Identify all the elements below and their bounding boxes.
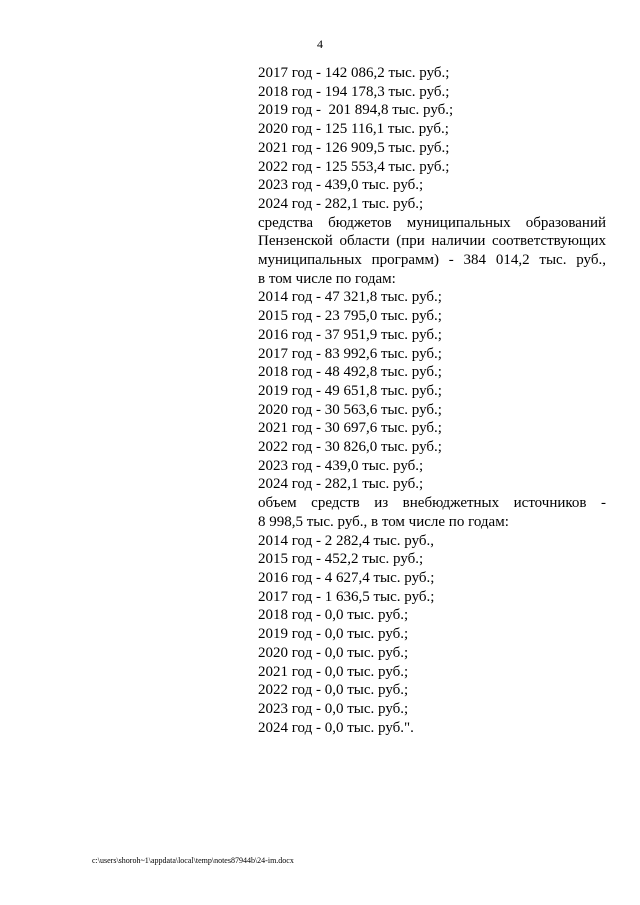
text-line: 2017 год - 1 636,5 тыс. руб.;: [258, 588, 435, 605]
text-line: объем средств из внебюджетных источников -: [258, 495, 606, 512]
text-line: 2024 год - 0,0 тыс. руб.".: [258, 719, 414, 736]
text-line: 2016 год - 4 627,4 тыс. руб.;: [258, 569, 435, 586]
text-line: в том числе по годам:: [258, 270, 396, 287]
text-line: 2020 год - 0,0 тыс. руб.;: [258, 644, 409, 661]
footer-file-path: c:\users\shoroh~1\appdata\local\temp\notes87944b\24-im.docx: [92, 856, 294, 865]
document-body: [258, 64, 606, 737]
page-number: 4: [317, 37, 323, 51]
text-line: 2019 год - 49 651,8 тыс. руб.;: [258, 382, 442, 399]
text-line: 2014 год - 2 282,4 тыс. руб.,: [258, 532, 435, 549]
text-line: 2015 год - 23 795,0 тыс. руб.;: [258, 308, 442, 325]
text-line: 2017 год - 142 086,2 тыс. руб.;: [258, 65, 450, 81]
text-line: 2016 год - 37 951,9 тыс. руб.;: [258, 326, 442, 343]
text-line: 2018 год - 0,0 тыс. руб.;: [258, 607, 409, 624]
text-line: 2015 год - 452,2 тыс. руб.;: [258, 551, 424, 568]
text-line: 2023 год - 439,0 тыс. руб.;: [258, 177, 424, 194]
text-line: 2024 год - 282,1 тыс. руб.;: [258, 195, 424, 212]
text-line: 2018 год - 194 178,3 тыс. руб.;: [258, 83, 450, 100]
text-line: 2020 год - 125 116,1 тыс. руб.;: [258, 121, 449, 138]
text-line: 2023 год - 439,0 тыс. руб.;: [258, 457, 424, 474]
text-line: 2021 год - 126 909,5 тыс. руб.;: [258, 139, 450, 156]
text-line: 2024 год - 282,1 тыс. руб.;: [258, 476, 424, 493]
text-line: Пензенской области (при наличии соответствующих: [258, 233, 606, 250]
text-line: 2022 год - 0,0 тыс. руб.;: [258, 682, 409, 699]
text-line: 2021 год - 30 697,6 тыс. руб.;: [258, 420, 442, 437]
text-line: 2020 год - 30 563,6 тыс. руб.;: [258, 401, 442, 418]
text-line: 2019 год - 0,0 тыс. руб.;: [258, 626, 409, 643]
text-line: средства бюджетов муниципальных образований: [258, 214, 606, 231]
text-line: 2017 год - 83 992,6 тыс. руб.;: [258, 345, 442, 362]
text-line: 2018 год - 48 492,8 тыс. руб.;: [258, 364, 442, 381]
text-line: 2014 год - 47 321,8 тыс. руб.;: [258, 289, 442, 306]
text-line: 2019 год - 201 894,8 тыс. руб.;: [258, 102, 454, 119]
text-line: муниципальных программ) - 384 014,2 тыс. руб.,: [258, 252, 606, 269]
text-line: 2021 год - 0,0 тыс. руб.;: [258, 663, 409, 680]
text-line: 2022 год - 125 553,4 тыс. руб.;: [258, 158, 450, 175]
text-line: 2022 год - 30 826,0 тыс. руб.;: [258, 439, 442, 456]
text-line: 2023 год - 0,0 тыс. руб.;: [258, 700, 409, 717]
text-line: 8 998,5 тыс. руб., в том числе по годам:: [258, 513, 509, 530]
